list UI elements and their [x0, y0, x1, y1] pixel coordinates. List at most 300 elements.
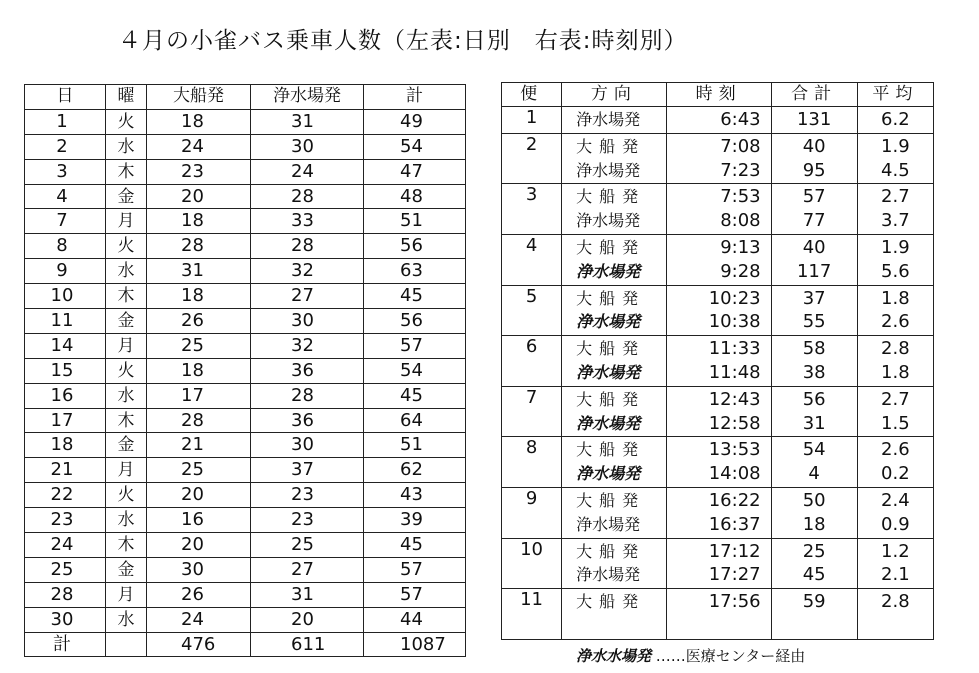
cell-sum — [771, 133, 857, 184]
table-row — [25, 159, 466, 184]
table-header-row — [502, 83, 934, 107]
cell-direction — [562, 285, 667, 336]
weekday-label: 木 — [117, 410, 135, 431]
cell-total: 57 — [364, 333, 466, 358]
cell-sum-line: 59 — [802, 591, 826, 613]
cell-time-line: 6:43 — [720, 109, 761, 130]
cell-trip-no: 11 — [502, 589, 562, 640]
cell-total: 39 — [364, 508, 466, 533]
weekday-label: 金 — [117, 435, 135, 456]
cell-ofuna: 18 — [147, 358, 251, 383]
trip-ridership-table — [501, 82, 934, 640]
cell-ofuna: 20 — [147, 533, 251, 558]
cell-average — [857, 538, 933, 589]
cell-total: 56 — [364, 309, 466, 334]
cell-average-line: 1.8 — [881, 361, 910, 383]
cell-trip-no: 1 — [502, 107, 562, 134]
cell-average-line: 0.9 — [881, 513, 910, 535]
cell-time — [666, 107, 771, 134]
cell-sum — [771, 107, 857, 134]
trip-row — [502, 285, 934, 336]
cell-weekday — [106, 383, 147, 408]
cell-time — [666, 437, 771, 488]
cell-direction — [562, 437, 667, 488]
weekday-label: 水 — [117, 261, 135, 282]
weekday-label: 火 — [117, 485, 135, 506]
cell-time-line: 7:08 — [720, 135, 761, 157]
cell-direction-line: 大船発 — [576, 136, 646, 156]
cell-direction-line: 大船発 — [576, 288, 646, 308]
cell-sum-line: 117 — [796, 260, 832, 282]
cell-average-line: 1.2 — [881, 540, 910, 562]
weekday-label: 木 — [117, 286, 135, 307]
cell-average — [857, 234, 933, 285]
cell-day: 16 — [25, 383, 106, 408]
page-title: ４月の小雀バス乗車人数（左表:日別 右表:時刻別） — [118, 28, 688, 54]
cell-weekday — [106, 557, 147, 582]
cell-total: 54 — [364, 134, 466, 159]
table-row — [25, 557, 466, 582]
weekday-label: 水 — [117, 136, 135, 157]
cell-weekday — [106, 259, 147, 284]
cell-direction-line: 浄水場発 — [576, 261, 641, 281]
trip-row — [502, 184, 934, 235]
header-average: 平均 — [857, 83, 933, 107]
cell-time-line: 11:33 — [708, 338, 761, 360]
cell-day: 22 — [25, 483, 106, 508]
cell-average-line: 2.8 — [881, 591, 910, 613]
trip-row — [502, 487, 934, 538]
trip-row — [502, 336, 934, 387]
cell-ofuna: 20 — [147, 184, 251, 209]
cell-total: 45 — [364, 533, 466, 558]
cell-jyosui: 31 — [251, 109, 364, 134]
cell-total: 44 — [364, 607, 466, 632]
cell-trip-no: 6 — [502, 336, 562, 387]
cell-sum-line: 18 — [802, 513, 826, 535]
daily-ridership-table — [24, 84, 466, 657]
cell-total: 51 — [364, 433, 466, 458]
cell-weekday — [106, 358, 147, 383]
cell-trip-no: 8 — [502, 437, 562, 488]
table-row — [25, 259, 466, 284]
cell-direction-line: 大船発 — [576, 490, 646, 510]
cell-sum — [771, 437, 857, 488]
cell-direction — [562, 184, 667, 235]
cell-ofuna: 20 — [147, 483, 251, 508]
cell-total: 64 — [364, 408, 466, 433]
cell-ofuna: 26 — [147, 309, 251, 334]
cell-average — [857, 437, 933, 488]
cell-sum-line: 45 — [802, 564, 826, 586]
cell-direction-line: 浄水場発 — [576, 160, 641, 180]
table-row — [25, 433, 466, 458]
cell-trip-no: 9 — [502, 487, 562, 538]
weekday-label: 木 — [117, 161, 135, 182]
trip-row — [502, 589, 934, 640]
cell-jyosui: 28 — [251, 234, 364, 259]
cell-time-line — [667, 615, 761, 639]
cell-average-line: 2.1 — [881, 564, 910, 586]
cell-average-line: 6.2 — [881, 109, 910, 130]
cell-jyosui: 20 — [251, 607, 364, 632]
weekday-label: 金 — [117, 310, 135, 331]
footer-total: 1087 — [364, 632, 466, 657]
cell-total: 45 — [364, 284, 466, 309]
cell-total: 47 — [364, 159, 466, 184]
cell-day: 3 — [25, 159, 106, 184]
cell-time — [666, 538, 771, 589]
cell-weekday — [106, 433, 147, 458]
trip-row — [502, 538, 934, 589]
cell-time-line: 13:53 — [708, 439, 761, 461]
note-marker: 浄水水場発 — [576, 647, 652, 665]
cell-trip-no: 5 — [502, 285, 562, 336]
cell-average-line: 5.6 — [881, 260, 910, 282]
cell-weekday — [106, 234, 147, 259]
weekday-label: 月 — [117, 211, 135, 232]
cell-average — [857, 133, 933, 184]
table-row — [25, 184, 466, 209]
trip-row — [502, 437, 934, 488]
cell-time-line: 16:37 — [708, 513, 761, 535]
table-row — [25, 333, 466, 358]
weekday-label: 水 — [117, 385, 135, 406]
cell-day: 25 — [25, 557, 106, 582]
cell-sum-line: 131 — [796, 109, 832, 130]
cell-time — [666, 386, 771, 437]
table-header-row — [25, 85, 466, 110]
cell-direction-line: 大船発 — [576, 339, 646, 359]
cell-direction-line: 大船発 — [576, 389, 646, 409]
table-row — [25, 209, 466, 234]
header-ofuna: 大船発 — [147, 85, 251, 110]
table-row — [25, 408, 466, 433]
cell-direction-line: 浄水場発 — [576, 362, 641, 382]
cell-jyosui: 37 — [251, 458, 364, 483]
cell-sum-line: 50 — [802, 489, 826, 511]
cell-sum-line: 37 — [802, 287, 826, 309]
cell-day: 24 — [25, 533, 106, 558]
cell-time — [666, 487, 771, 538]
trips-table-body — [502, 107, 934, 640]
cell-sum-line: 25 — [802, 540, 826, 562]
cell-direction — [562, 487, 667, 538]
cell-jyosui: 23 — [251, 483, 364, 508]
cell-average — [857, 184, 933, 235]
cell-total: 51 — [364, 209, 466, 234]
cell-sum-line: 40 — [802, 236, 826, 258]
cell-ofuna: 28 — [147, 408, 251, 433]
cell-jyosui: 27 — [251, 284, 364, 309]
header-sum: 合計 — [771, 83, 857, 107]
cell-total: 57 — [364, 582, 466, 607]
cell-ofuna: 24 — [147, 607, 251, 632]
weekday-label: 水 — [117, 510, 135, 531]
cell-day: 2 — [25, 134, 106, 159]
cell-total: 54 — [364, 358, 466, 383]
cell-weekday — [106, 309, 147, 334]
legend-note — [576, 645, 805, 666]
cell-day: 14 — [25, 333, 106, 358]
table-row — [25, 234, 466, 259]
cell-weekday — [106, 508, 147, 533]
cell-ofuna: 21 — [147, 433, 251, 458]
cell-day: 30 — [25, 607, 106, 632]
cell-sum — [771, 487, 857, 538]
weekday-label: 水 — [117, 609, 135, 630]
cell-time-line: 9:28 — [720, 260, 761, 282]
cell-jyosui: 32 — [251, 333, 364, 358]
cell-direction-line: 大船発 — [576, 541, 646, 561]
trip-row — [502, 107, 934, 134]
cell-ofuna: 23 — [147, 159, 251, 184]
cell-direction — [562, 336, 667, 387]
cell-average-line: 2.7 — [881, 186, 910, 208]
cell-average-line: 2.6 — [881, 439, 910, 461]
cell-average-line: 1.9 — [881, 236, 910, 258]
cell-trip-no: 2 — [502, 133, 562, 184]
weekday-label: 木 — [117, 534, 135, 555]
cell-sum-line: 38 — [802, 361, 826, 383]
daily-table-body — [25, 109, 466, 632]
cell-time-line: 7:23 — [720, 159, 761, 181]
cell-sum — [771, 386, 857, 437]
header-time: 時刻 — [666, 83, 771, 107]
cell-total: 57 — [364, 557, 466, 582]
cell-time-line: 9:13 — [720, 236, 761, 258]
cell-day: 18 — [25, 433, 106, 458]
cell-direction-line: 大船発 — [576, 592, 646, 612]
cell-sum-line: 58 — [802, 338, 826, 360]
table-row — [25, 134, 466, 159]
cell-average-line: 1.8 — [881, 287, 910, 309]
cell-weekday — [106, 184, 147, 209]
table-row — [25, 483, 466, 508]
cell-day: 28 — [25, 582, 106, 607]
cell-day: 11 — [25, 309, 106, 334]
cell-sum-line: 95 — [802, 159, 826, 181]
cell-time — [666, 184, 771, 235]
cell-jyosui: 23 — [251, 508, 364, 533]
cell-average-line: 2.6 — [881, 311, 910, 333]
cell-sum-line: 55 — [802, 311, 826, 333]
cell-trip-no: 10 — [502, 538, 562, 589]
cell-direction-line: 浄水場発 — [576, 514, 641, 534]
weekday-label: 金 — [117, 186, 135, 207]
table-footer-row — [25, 632, 466, 657]
cell-average — [857, 386, 933, 437]
cell-time — [666, 234, 771, 285]
cell-average-line: 2.7 — [881, 388, 910, 410]
cell-sum-line: 31 — [802, 412, 826, 434]
cell-day: 9 — [25, 259, 106, 284]
cell-ofuna: 31 — [147, 259, 251, 284]
cell-ofuna: 16 — [147, 508, 251, 533]
cell-time — [666, 285, 771, 336]
cell-direction-line: 大船発 — [576, 440, 646, 460]
cell-jyosui: 36 — [251, 408, 364, 433]
cell-sum — [771, 538, 857, 589]
cell-jyosui: 30 — [251, 134, 364, 159]
trip-row — [502, 386, 934, 437]
cell-sum-line — [772, 615, 857, 639]
cell-sum — [771, 285, 857, 336]
cell-sum-line: 57 — [802, 186, 826, 208]
cell-trip-no: 3 — [502, 184, 562, 235]
table-row — [25, 607, 466, 632]
cell-total: 63 — [364, 259, 466, 284]
weekday-label: 火 — [117, 111, 135, 132]
cell-day: 4 — [25, 184, 106, 209]
cell-direction — [562, 589, 667, 640]
cell-direction-line: 大船発 — [576, 187, 646, 207]
cell-time-line: 17:56 — [708, 591, 761, 613]
cell-trip-no: 4 — [502, 234, 562, 285]
cell-time-line: 16:22 — [708, 489, 761, 511]
header-day: 日 — [25, 85, 106, 110]
cell-time — [666, 589, 771, 640]
cell-total: 56 — [364, 234, 466, 259]
cell-time-line: 12:58 — [708, 412, 761, 434]
trip-row — [502, 234, 934, 285]
cell-jyosui: 32 — [251, 259, 364, 284]
cell-average-line — [858, 615, 933, 639]
table-row — [25, 533, 466, 558]
cell-direction-line — [576, 615, 666, 639]
cell-direction-line: 浄水場発 — [576, 211, 641, 231]
cell-day: 23 — [25, 508, 106, 533]
cell-jyosui: 28 — [251, 184, 364, 209]
cell-sum — [771, 184, 857, 235]
cell-direction-line: 浄水場発 — [576, 110, 641, 129]
cell-ofuna: 17 — [147, 383, 251, 408]
table-row — [25, 383, 466, 408]
cell-direction — [562, 234, 667, 285]
cell-total: 43 — [364, 483, 466, 508]
table-row — [25, 358, 466, 383]
cell-day: 21 — [25, 458, 106, 483]
cell-time — [666, 133, 771, 184]
weekday-label: 火 — [117, 236, 135, 257]
cell-jyosui: 24 — [251, 159, 364, 184]
cell-direction — [562, 133, 667, 184]
cell-direction — [562, 107, 667, 134]
table-row — [25, 458, 466, 483]
cell-weekday — [106, 209, 147, 234]
cell-jyosui: 31 — [251, 582, 364, 607]
cell-average — [857, 107, 933, 134]
trip-row — [502, 133, 934, 184]
cell-ofuna: 26 — [147, 582, 251, 607]
cell-day: 7 — [25, 209, 106, 234]
cell-average-line: 2.4 — [881, 489, 910, 511]
cell-time-line: 10:23 — [708, 287, 761, 309]
header-jyosui: 浄水場発 — [251, 85, 364, 110]
cell-ofuna: 18 — [147, 284, 251, 309]
cell-direction-line: 大船発 — [576, 237, 646, 257]
cell-average — [857, 336, 933, 387]
header-total: 計 — [364, 85, 466, 110]
cell-sum-line: 40 — [802, 135, 826, 157]
cell-average — [857, 285, 933, 336]
table-row — [25, 508, 466, 533]
cell-direction-line: 浄水場発 — [576, 413, 641, 433]
cell-jyosui: 28 — [251, 383, 364, 408]
cell-average — [857, 487, 933, 538]
cell-time-line: 10:38 — [708, 311, 761, 333]
cell-day: 1 — [25, 109, 106, 134]
table-row — [25, 284, 466, 309]
weekday-label: 金 — [117, 559, 135, 580]
cell-direction-line: 浄水場発 — [576, 464, 641, 484]
cell-day: 10 — [25, 284, 106, 309]
cell-sum-line: 77 — [802, 210, 826, 232]
cell-direction-line: 浄水場発 — [576, 565, 641, 585]
cell-direction — [562, 386, 667, 437]
cell-total: 62 — [364, 458, 466, 483]
cell-jyosui: 36 — [251, 358, 364, 383]
cell-direction — [562, 538, 667, 589]
cell-jyosui: 30 — [251, 309, 364, 334]
header-direction: 方向 — [562, 83, 667, 107]
cell-ofuna: 18 — [147, 109, 251, 134]
cell-sum — [771, 589, 857, 640]
cell-weekday — [106, 483, 147, 508]
note-text: ……医療センター経由 — [655, 647, 806, 665]
cell-time-line: 8:08 — [720, 210, 761, 232]
footer-weekday — [106, 632, 147, 657]
cell-average — [857, 589, 933, 640]
header-trip-no: 便 — [502, 83, 562, 107]
table-row — [25, 582, 466, 607]
table-row — [25, 109, 466, 134]
cell-time-line: 17:27 — [708, 564, 761, 586]
cell-sum-line: 4 — [808, 463, 820, 485]
cell-time-line: 17:12 — [708, 540, 761, 562]
cell-jyosui: 25 — [251, 533, 364, 558]
cell-weekday — [106, 284, 147, 309]
cell-average-line: 4.5 — [881, 159, 910, 181]
cell-average-line: 1.9 — [881, 135, 910, 157]
weekday-label: 月 — [117, 584, 135, 605]
cell-weekday — [106, 458, 147, 483]
cell-weekday — [106, 408, 147, 433]
cell-sum-line: 54 — [802, 439, 826, 461]
footer-jyosui: 611 — [251, 632, 364, 657]
cell-total: 49 — [364, 109, 466, 134]
cell-average-line: 3.7 — [881, 210, 910, 232]
cell-weekday — [106, 134, 147, 159]
cell-weekday — [106, 333, 147, 358]
cell-weekday — [106, 582, 147, 607]
cell-average-line: 0.2 — [881, 463, 910, 485]
header-weekday: 曜 — [106, 85, 147, 110]
cell-jyosui: 30 — [251, 433, 364, 458]
cell-ofuna: 25 — [147, 333, 251, 358]
footer-ofuna: 476 — [147, 632, 251, 657]
cell-direction-line: 浄水場発 — [576, 312, 641, 332]
cell-weekday — [106, 607, 147, 632]
cell-time-line: 7:53 — [720, 186, 761, 208]
cell-ofuna: 24 — [147, 134, 251, 159]
cell-sum — [771, 234, 857, 285]
cell-time-line: 12:43 — [708, 388, 761, 410]
cell-total: 48 — [364, 184, 466, 209]
cell-sum — [771, 336, 857, 387]
cell-ofuna: 30 — [147, 557, 251, 582]
footer-label: 計 — [25, 632, 106, 657]
